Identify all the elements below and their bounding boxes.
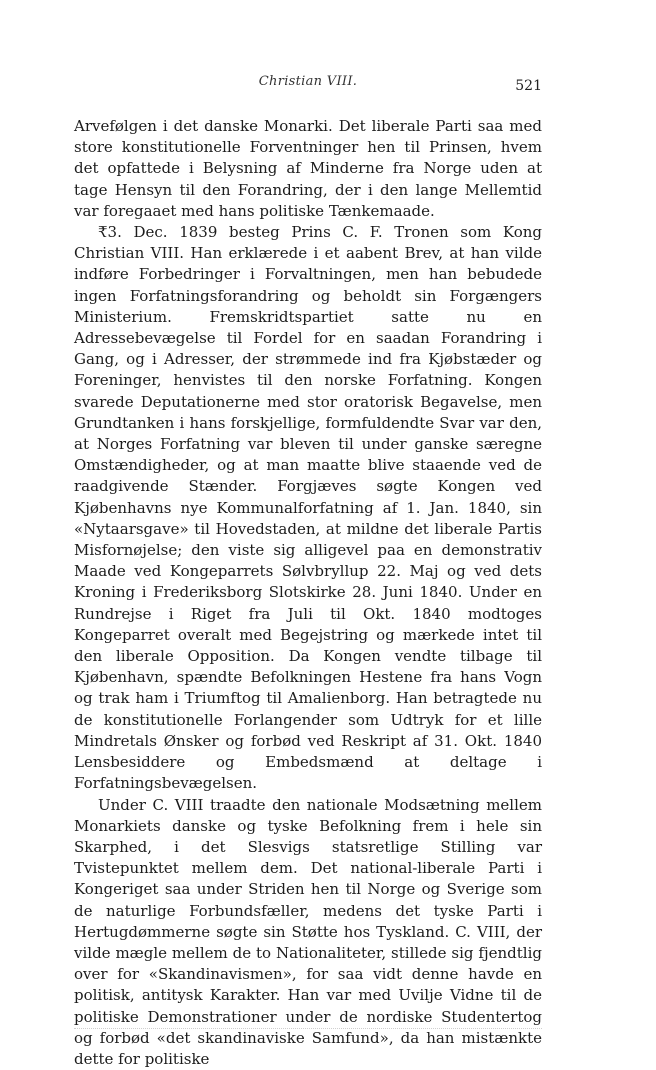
page-bottom-edge (74, 1028, 542, 1029)
page-number: 521 (515, 78, 542, 94)
paragraph-3: Under C. VIII traadte den nationale Modsætning mellem Monarkiets danske og tyske Befolkning frem i hele sin Skarphed, i det Slesvigs statsretlige Stilling var Tvistepunktet mellem dem. Det national-liberale Parti i Kongeriget saa under Striden hen til Norge og Sverige som de naturlige Forbundsfæller, medens det tyske Parti i Hertugdømmerne søgte sin Støtte hos Tyskland. C. VIII, der vilde mægle mellem de to Nationaliteter, stillede sig fjendtlig over for «Skandinavismen», for saa vidt denne havde en politisk, antitysk Karakter. Han var med Uvilje Vidne til de politiske Demonstrationer under de nordiske Studentertog og forbød «det skandinaviske Samfund», da han mistænkte dette for politiske (74, 795, 542, 1070)
paragraph-1: Arvefølgen i det danske Monarki. Det liberale Parti saa med store konstitutionelle Forventninger hen til Prinsen, hvem det opfattede i Belysning af Minderne fra Norge uden at tage Hensyn til den Forandring, der i den lange Mellemtid var foregaaet med hans politiske Tænkemaade. (74, 116, 542, 222)
paragraph-2: ₹3. Dec. 1839 besteg Prins C. F. Tronen som Kong Christian VIII. Han erklærede i et aabent Brev, at han vilde indføre Forbedringer i Forvaltningen, men han bebudede ingen Forfatningsforandring og beholdt sin Forgængers Ministerium. Fremskridtspartiet satte nu en Adressebevægelse til Fordel for en saadan Forandring i Gang, og i Adresser, der strømmede ind fra Kjøbstæder og Foreninger, henvistes til den norske Forfatning. Kongen svarede Deputationerne med stor oratorisk Begavelse, men Grundtanken i hans forskjellige, formfuldendte Svar var den, at Norges Forfatning var bleven til under ganske særegne Omstændigheder, og at man maatte blive staaende ved de raadgivende Stænder. Forgjæves søgte Kongen ved Kjøbenhavns nye Kommunalforfatning af 1. Jan. 1840, sin «Nytaarsgave» til Hovedstaden, at mildne det liberale Partis Misfornøjelse; den viste sig alligevel paa en demonstrativ Maade ved Kongeparrets Sølvbryllup 22. Maj og ved dets Kroning i Frederiksborg Slotskirke 28. Juni 1840. Under en Rundrejse i Riget fra Juli til Okt. 1840 modtoges Kongeparret overalt med Begejstring og mærkede intet til den liberale Opposition. Da Kongen vendte tilbage til Kjøbenhavn, spændte Befolkningen Hestene fra hans Vogn og trak ham i Triumftog til Amalienborg. Han betragtede nu de konstitutionelle Forlangender som Udtryk for et lille Mindretals Ønsker og forbød ved Reskript af 31. Okt. 1840 Lensbesiddere og Embedsmænd at deltage i Forfatningsbevægelsen. (74, 222, 542, 794)
page-body (74, 116, 542, 1070)
running-title: Christian VIII. (74, 74, 542, 89)
page-header (74, 74, 542, 100)
